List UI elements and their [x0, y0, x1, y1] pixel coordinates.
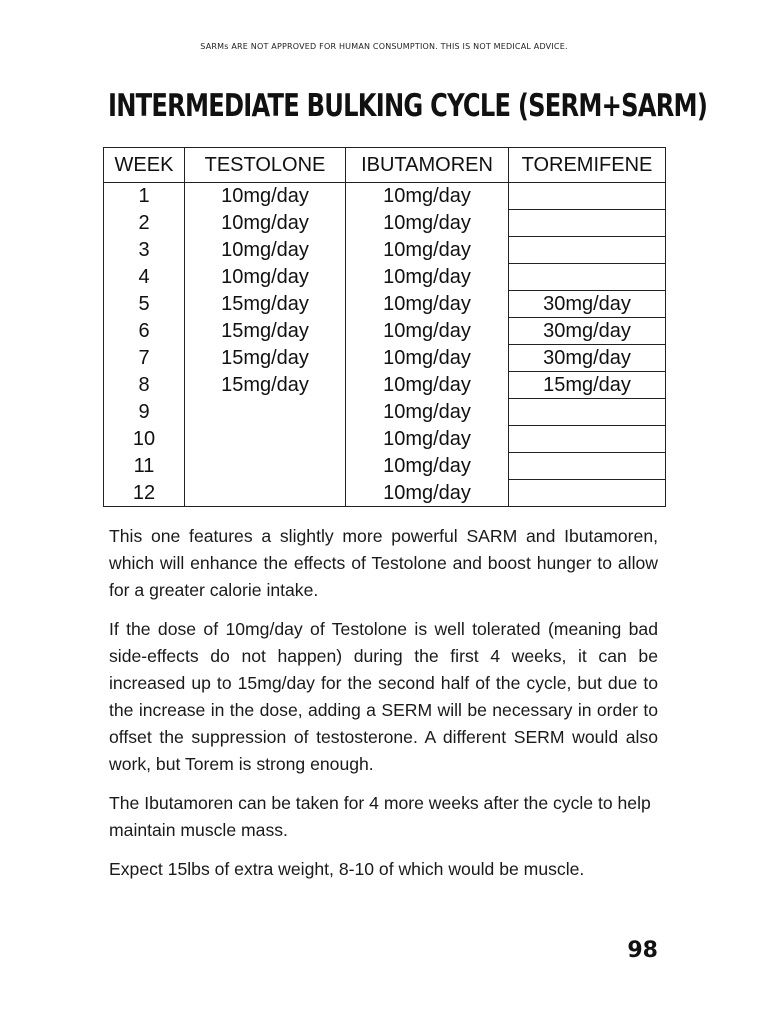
- table-body: [104, 183, 666, 507]
- table-row: [104, 291, 666, 318]
- column-header-toremifene: TOREMIFENE: [509, 148, 666, 183]
- table-cell: 1: [104, 183, 185, 210]
- paragraph: If the dose of 10mg/day of Testolone is well tolerated (meaning bad side-effects do not happen) during the first 4 weeks, it can be increased up to 15mg/day for the second half of the cycle, but due to the increase in the dose, adding a SERM will be necessary in order to offset the suppression of testosterone. A different SERM would also work, but Torem is strong enough.: [109, 619, 658, 774]
- cycle-table: [103, 147, 666, 507]
- table-cell: 10mg/day: [346, 345, 509, 372]
- table-cell: 10mg/day: [346, 264, 509, 291]
- table-cell: 9: [104, 399, 185, 426]
- table-cell: [185, 453, 346, 480]
- page-number: 98: [627, 938, 658, 963]
- table-cell: [185, 399, 346, 426]
- table-cell: 15mg/day: [509, 372, 666, 399]
- table-row: [104, 453, 666, 480]
- table-cell: [509, 426, 666, 453]
- column-header-ibutamoren: IBUTAMOREN: [346, 148, 509, 183]
- page-title: INTERMEDIATE BULKING CYCLE (SERM+SARM): [108, 88, 708, 124]
- table-row: [104, 372, 666, 399]
- table-cell: [509, 480, 666, 507]
- table-cell: [509, 399, 666, 426]
- table-cell: 3: [104, 237, 185, 264]
- table-row: [104, 399, 666, 426]
- table-cell: 6: [104, 318, 185, 345]
- table-cell: 10mg/day: [185, 210, 346, 237]
- table-cell: 15mg/day: [185, 291, 346, 318]
- table-cell: 10mg/day: [346, 210, 509, 237]
- paragraph: Expect 15lbs of extra weight, 8-10 of which would be muscle.: [109, 859, 585, 879]
- table-row: [104, 210, 666, 237]
- table-row: [104, 480, 666, 507]
- table-row: [104, 183, 666, 210]
- body-text: [109, 523, 658, 895]
- table-cell: 15mg/day: [185, 372, 346, 399]
- table-cell: 2: [104, 210, 185, 237]
- table-header-row: [104, 148, 666, 183]
- table-cell: 30mg/day: [509, 291, 666, 318]
- table-cell: 15mg/day: [185, 318, 346, 345]
- table-cell: 10mg/day: [346, 183, 509, 210]
- table-cell: 10mg/day: [346, 426, 509, 453]
- table-cell: 10mg/day: [346, 453, 509, 480]
- table-row: [104, 345, 666, 372]
- table-cell: 10mg/day: [346, 291, 509, 318]
- table-cell: 10mg/day: [346, 372, 509, 399]
- table-cell: 10mg/day: [185, 183, 346, 210]
- table-cell: 10mg/day: [185, 237, 346, 264]
- table-cell: 10mg/day: [346, 237, 509, 264]
- table-row: [104, 264, 666, 291]
- table-cell: 7: [104, 345, 185, 372]
- paragraph: This one features a slightly more powerful SARM and Ibutamoren, which will enhance the effects of Testolone and boost hunger to allow for a greater calorie intake.: [109, 526, 658, 600]
- table-row: [104, 318, 666, 345]
- table-row: [104, 426, 666, 453]
- table-cell: [185, 426, 346, 453]
- table-cell: 10mg/day: [185, 264, 346, 291]
- table-cell: 30mg/day: [509, 345, 666, 372]
- table-cell: 10: [104, 426, 185, 453]
- paragraph: The Ibutamoren can be taken for 4 more weeks after the cycle to help maintain muscle mass.: [109, 793, 651, 840]
- table-cell: [509, 183, 666, 210]
- table-cell: [509, 453, 666, 480]
- table-cell: [509, 264, 666, 291]
- column-header-testolone: TESTOLONE: [185, 148, 346, 183]
- table-cell: [185, 480, 346, 507]
- table-cell: 10mg/day: [346, 318, 509, 345]
- column-header-week: WEEK: [104, 148, 185, 183]
- table-cell: 15mg/day: [185, 345, 346, 372]
- table-cell: 10mg/day: [346, 399, 509, 426]
- table-cell: [509, 210, 666, 237]
- table-cell: 8: [104, 372, 185, 399]
- table-cell: 11: [104, 453, 185, 480]
- table-row: [104, 237, 666, 264]
- disclaimer: SARMs ARE NOT APPROVED FOR HUMAN CONSUMPTION. THIS IS NOT MEDICAL ADVICE.: [200, 42, 568, 51]
- table-cell: 12: [104, 480, 185, 507]
- table-cell: 5: [104, 291, 185, 318]
- table-cell: 10mg/day: [346, 480, 509, 507]
- table-cell: 4: [104, 264, 185, 291]
- table-cell: [509, 237, 666, 264]
- table-cell: 30mg/day: [509, 318, 666, 345]
